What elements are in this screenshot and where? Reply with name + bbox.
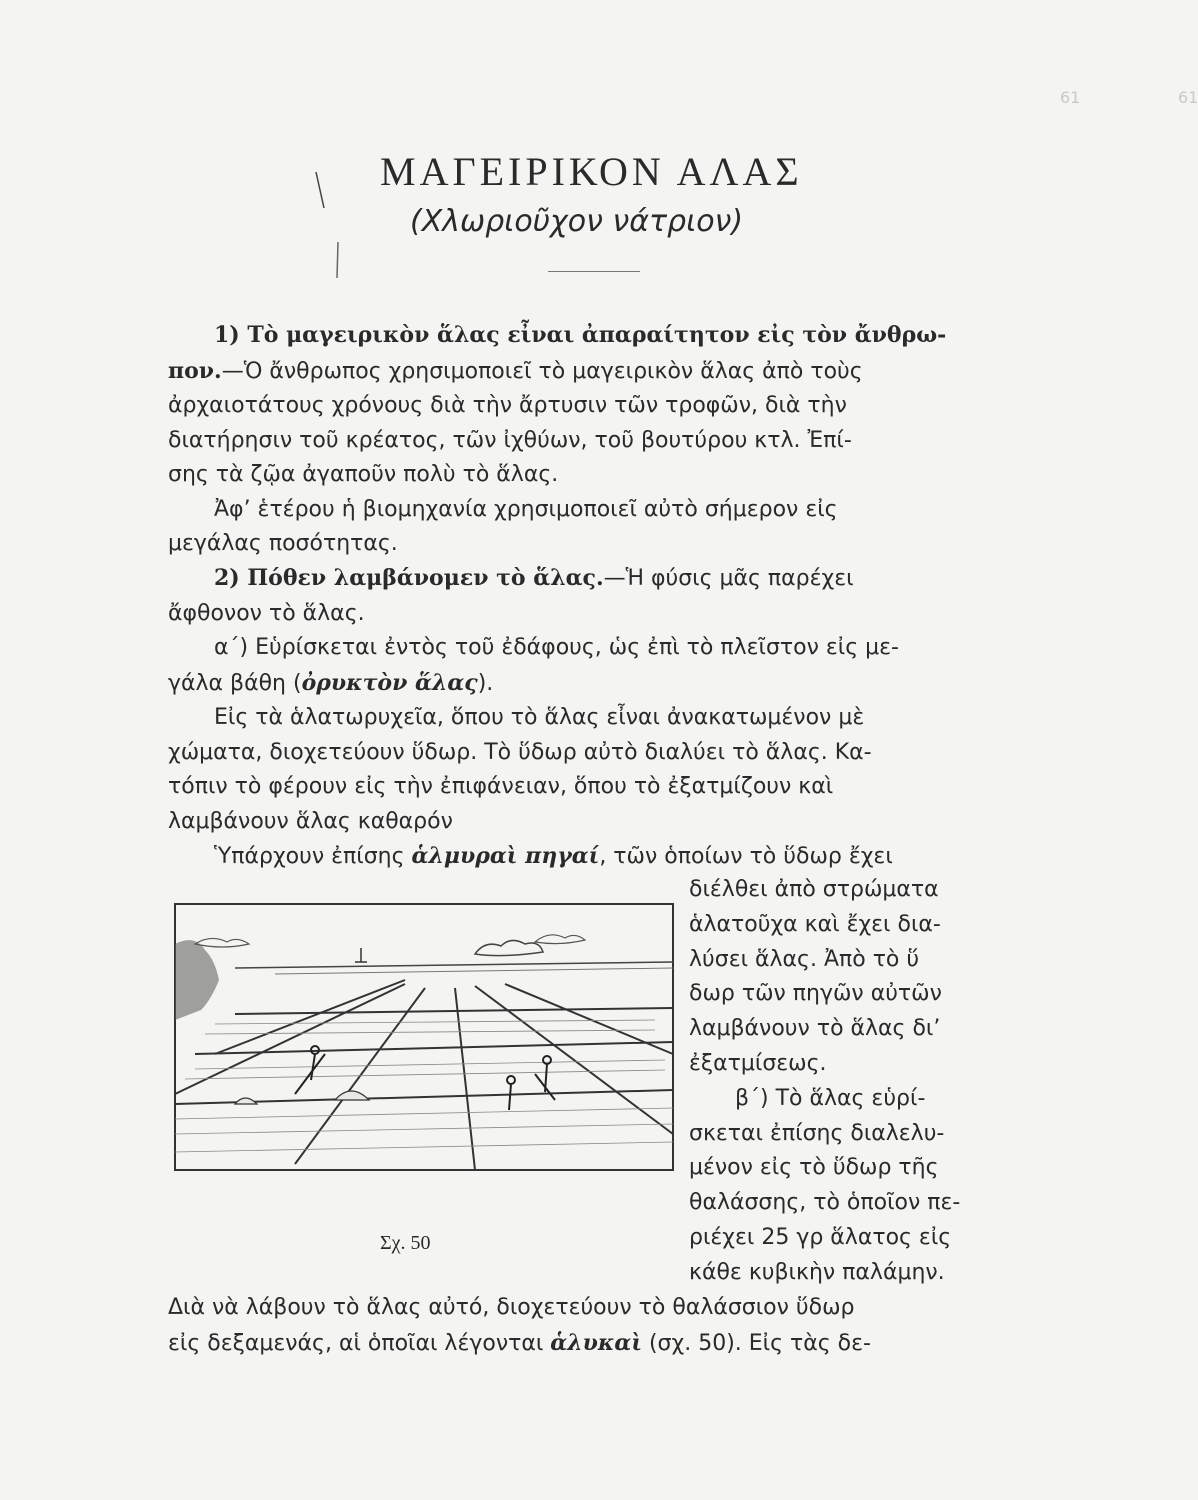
- section-2-line: Ὑπάρχουν ἐπίσης: [214, 844, 412, 869]
- bottom-line: (σχ. 50). Εἰς τὰς δε-: [641, 1330, 871, 1356]
- salt-pans-illustration: [175, 904, 673, 1170]
- section-1-line: ἀρχαιοτάτους χρόνους διὰ τὴν ἄρτυσιν τῶν τροφῶν, διὰ τὴν: [168, 393, 847, 418]
- page-title: ΜΑΓΕΙΡΙΚΟΝ ΑΛΑΣ: [380, 149, 803, 194]
- section-1-line: σης τὰ ζῷα ἀγαποῦν πολὺ τὸ ἅλας.: [168, 462, 559, 487]
- section-1: [168, 318, 946, 562]
- section-1-line: μεγάλας ποσότητας.: [168, 531, 398, 556]
- bottom-line: Διὰ νὰ λάβουν τὸ ἅλας αὐτό, διοχετεύουν τὸ θαλάσσιον ὕδωρ: [168, 1295, 855, 1320]
- section-2-heading-rest: —Ἡ φύσις μᾶς παρέχει: [603, 566, 854, 591]
- section-2-line: Εἰς τὰ ἁλατωρυχεῖα, ὅπου τὸ ἅλας εἶναι ἀνακατωμένον μὲ: [214, 705, 865, 730]
- section-1-heading-cont: πον.: [168, 357, 222, 384]
- term-halmyrai-pigai: ἁλμυραὶ πηγαί: [411, 843, 600, 869]
- right-line: β΄) Τὸ ἅλας εὑρί-: [735, 1085, 926, 1111]
- bottom-line: εἰς δεξαμενάς, αἱ ὁποῖαι λέγονται: [168, 1330, 551, 1356]
- bleed-page-number: 61: [1178, 88, 1198, 107]
- term-halykai: ἁλυκαὶ: [550, 1329, 642, 1356]
- section-1-heading: 1) Τὸ μαγειρικὸν ἅλας εἶναι ἀπαραίτητον εἰς τὸν ἄνθρω-: [214, 322, 947, 348]
- section-2-line: τόπιν τὸ φέρουν εἰς τὴν ἐπιφάνειαν, ὅπου τὸ ἐξατμίζουν καὶ: [168, 774, 834, 799]
- bottom-paragraph: [168, 1291, 871, 1361]
- section-2-line: , τῶν ὁποίων τὸ ὕδωρ ἔχει: [599, 844, 893, 869]
- section-2-line: χώματα, διοχετεύουν ὕδωρ. Τὸ ὕδωρ αὐτὸ διαλύει τὸ ἅλας. Κα-: [168, 739, 872, 765]
- right-column: [689, 873, 960, 1291]
- right-line: κάθε κυβικὴν παλάμην.: [689, 1259, 945, 1285]
- page-number: 61: [1060, 88, 1081, 107]
- section-1-line: —Ὁ ἄνθρωπος χρησιμοποιεῖ τὸ μαγειρικὸν ἅλας ἀπὸ τοὺς: [221, 358, 863, 384]
- pencil-mark: [312, 170, 352, 280]
- page-subtitle: (Χλωριοῦχον νάτριον): [410, 204, 744, 239]
- right-line: διέλθει ἀπὸ στρώματα: [689, 877, 939, 902]
- right-line: μένον εἰς τὸ ὕδωρ τῆς: [689, 1155, 939, 1181]
- right-line: ἐξατμίσεως.: [689, 1050, 827, 1076]
- section-2-line: ἄφθονον τὸ ἅλας.: [168, 600, 365, 626]
- section-1-line: Ἀφ’ ἑτέρου ἡ βιομηχανία χρησιμοποιεῖ αὐτὸ σήμερον εἰς: [214, 496, 838, 522]
- section-2-line: λαμβάνουν ἅλας καθαρόν: [168, 808, 453, 834]
- title-rule: [548, 271, 640, 272]
- right-line: δωρ τῶν πηγῶν αὐτῶν: [689, 981, 942, 1007]
- figure-caption: Σχ. 50: [380, 1232, 431, 1254]
- section-2-heading: 2) Πόθεν λαμβάνομεν τὸ ἅλας.: [214, 565, 604, 591]
- section-1-line: διατήρησιν τοῦ κρέατος, τῶν ἰχθύων, τοῦ βουτύρου κτλ. Ἐπί-: [168, 427, 852, 453]
- section-2-line: ).: [477, 670, 494, 696]
- right-line: ριέχει 25 γρ ἅλατος εἰς: [689, 1224, 952, 1250]
- term-oryktón-hálas: ὀρυκτὸν ἅλας: [301, 669, 478, 696]
- right-line: λύσει ἅλας. Ἀπὸ τὸ ὕ: [689, 946, 920, 972]
- right-line: λαμβάνουν τὸ ἅλας δι’: [689, 1016, 941, 1042]
- section-2-line: α΄) Εὑρίσκεται ἐντὸς τοῦ ἐδάφους, ὡς ἐπὶ τὸ πλεῖστον εἰς με-: [214, 635, 899, 660]
- right-line: σκεται ἐπίσης διαλελυ-: [689, 1120, 945, 1146]
- right-line: ἁλατοῦχα καὶ ἔχει δια-: [689, 911, 941, 937]
- section-2: [168, 561, 899, 875]
- section-2-line: γάλα βάθη (: [168, 670, 302, 696]
- right-line: θαλάσσης, τὸ ὁποῖον πε-: [689, 1190, 961, 1216]
